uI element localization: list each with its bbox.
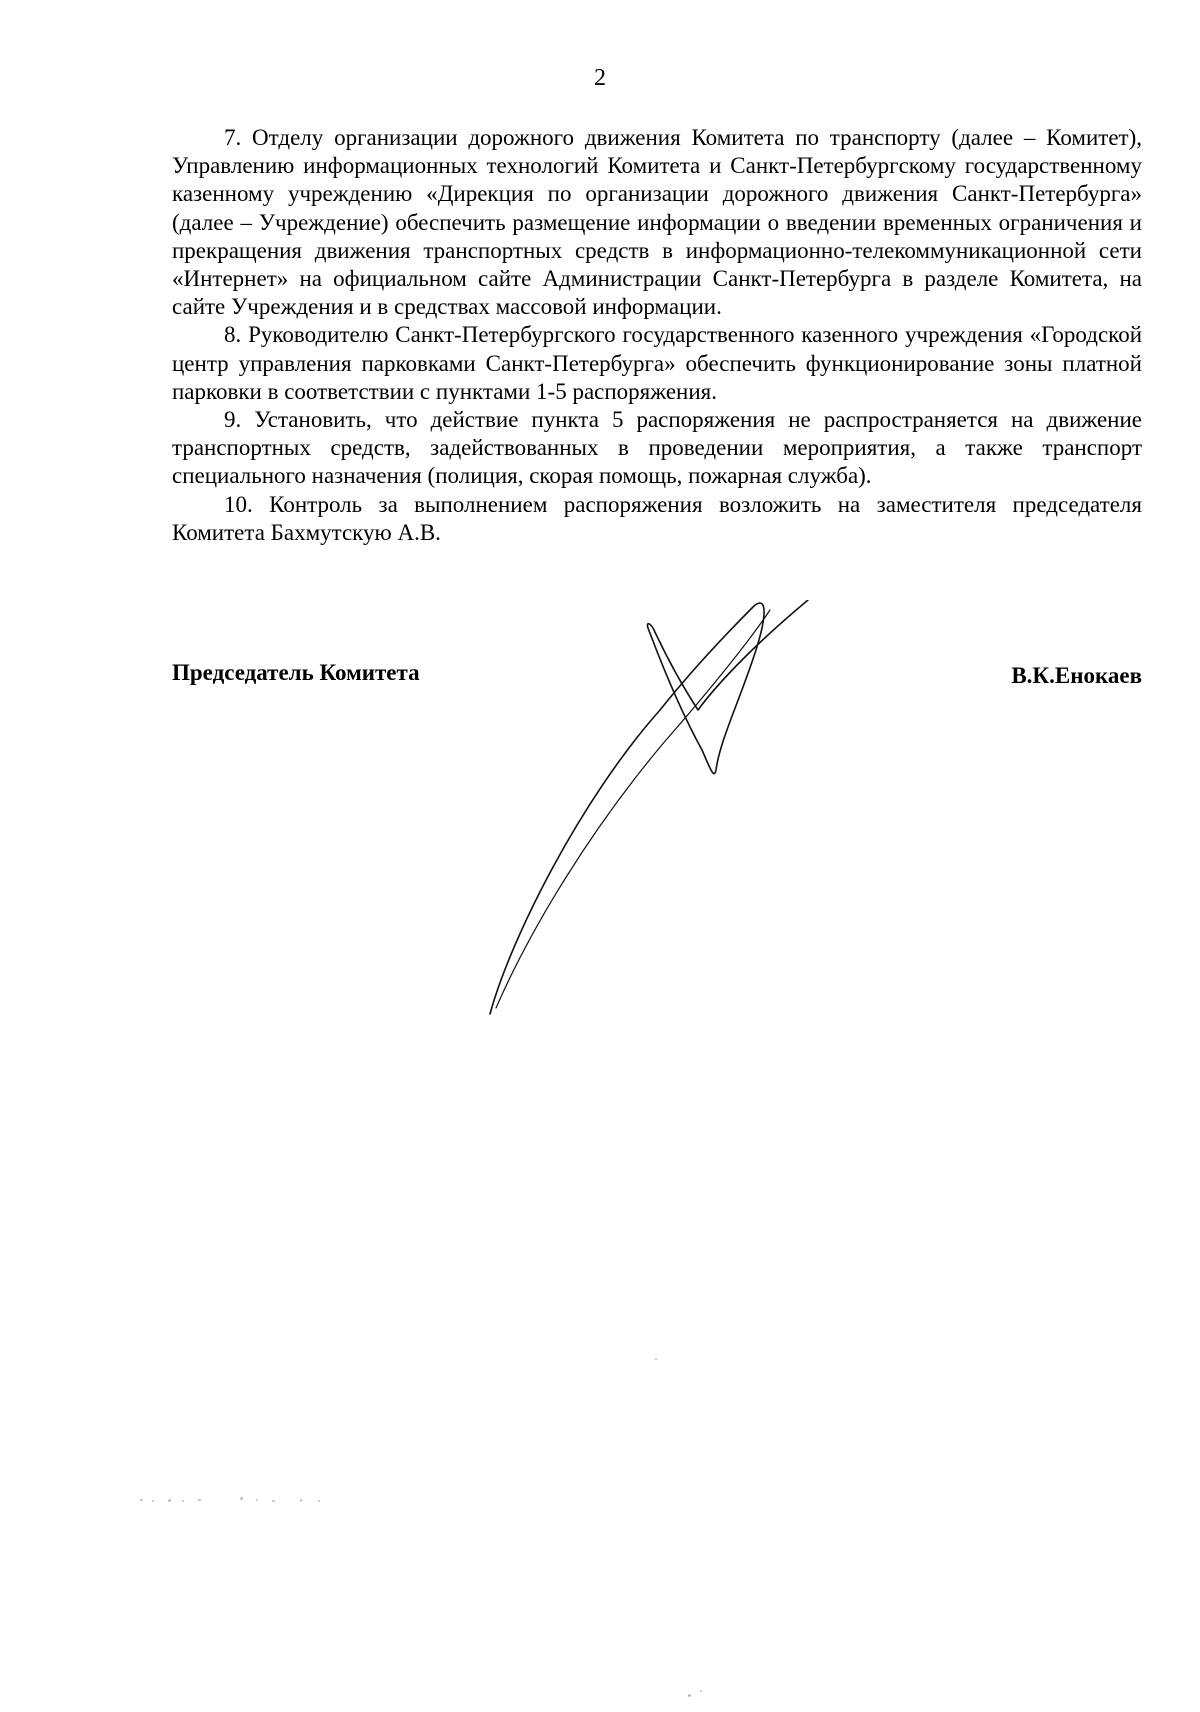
paragraph-8: 8. Руководителю Санкт-Петербургского государственного казенного учреждения «Городской центр управления парковками Санкт-Петербурга» обеспечить функционирование зоны платной парковки в соответствии с пунктами 1-5 распоряжения. <box>172 322 1142 404</box>
paragraph-10: 10. Контроль за выполнением распоряжения возложить на заместителя председателя Комитета Бахмутскую А.В. <box>172 491 1142 545</box>
paragraph-7: 7. Отделу организации дорожного движения Комитета по транспорту (далее – Комитет), Управлению информационных технологий Комитета и Санкт-Петербургскому государственному казенному учреждению «Дирекция по организации дорожного движения Санкт-Петербурга» (далее – Учреждение) обеспечить размещение информации о введении временных ограничения и прекращения движения транспортных средств в информационно-телекоммуникационной сети «Интернет» на официальном сайте Администрации Санкт-Петербурга в разделе Комитета, на сайте Учреждения и в средствах массовой информации. <box>172 125 1142 320</box>
page-number: 2 <box>594 65 606 91</box>
paragraph-9: 9. Установить, что действие пункта 5 распоряжения не распространяется на движение транспортных средств, задействованных в проведении мероприятия, а также транспорт специального назначения (полиция, скорая помощь, пожарная служба). <box>172 407 1142 489</box>
signatory-name: В.К.Енокаев <box>1011 663 1142 688</box>
handwritten-signature <box>470 600 830 1020</box>
document-body <box>172 124 1142 547</box>
signatory-title: Председатель Комитета <box>172 660 420 685</box>
